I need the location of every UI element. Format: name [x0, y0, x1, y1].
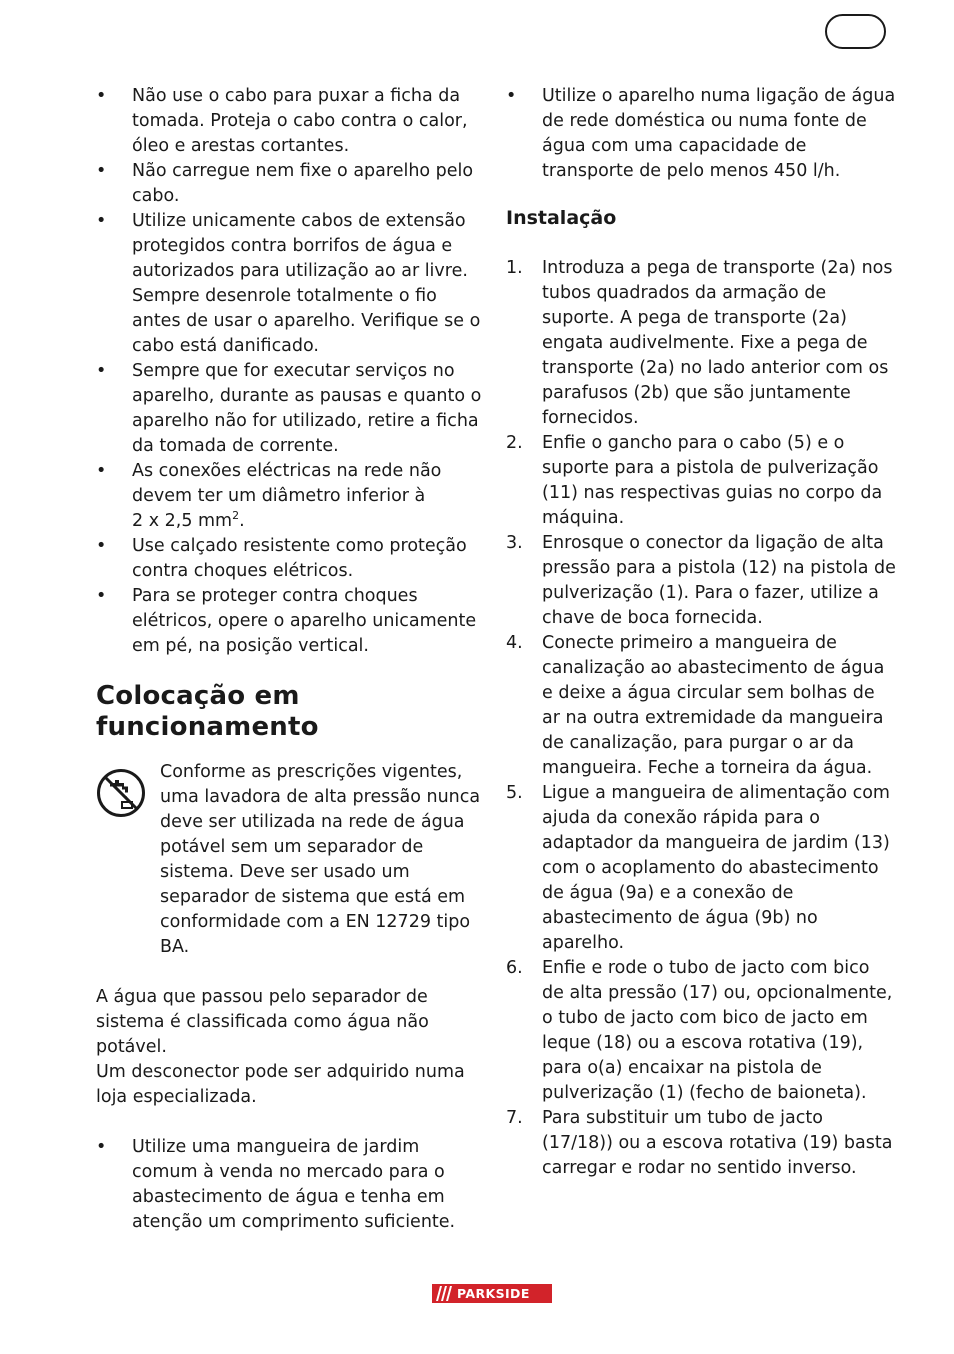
list-item: • Sempre que for executar serviços no aparelho, durante as pausas e quanto o aparelho não for utilizado, retire a ficha da tomada de corrente. [96, 361, 482, 456]
step-number: 6. [506, 958, 523, 978]
section-title-line-1: Colocação em [96, 681, 300, 711]
step-text: Enrosque o conector da ligação de alta pressão para a pistola (12) na pistola de pulverização (1). Para o fazer, utilize a chave de boca fornecida. [542, 533, 896, 628]
bullet-icon: • [96, 536, 107, 556]
bullet-icon: • [96, 161, 107, 181]
step-item [506, 1106, 896, 1181]
step-number: 1. [506, 258, 523, 278]
step-item [506, 256, 896, 431]
warning-block [96, 760, 486, 960]
bullet-icon: • [96, 461, 107, 481]
step-text: Enfie o gancho para o cabo (5) e o suporte para a pistola de pulverização (11) nas respectivas guias no corpo da máquina. [542, 433, 883, 528]
bullet-icon: • [96, 361, 107, 381]
logo-stripes-icon [432, 1284, 454, 1303]
left-column [96, 84, 486, 1235]
no-drinking-water-connection-icon [96, 768, 146, 818]
paragraph: Um desconector pode ser adquirido numa loja especializada. [96, 1062, 465, 1107]
installation-heading: Instalação [506, 207, 617, 229]
step-item [506, 781, 896, 956]
step-number: 3. [506, 533, 523, 553]
installation-steps [506, 256, 896, 1181]
step-item [506, 631, 896, 781]
section-title-line-2: funcionamento [96, 712, 319, 742]
list-item: • As conexões eléctricas na rede não devem ter um diâmetro inferior à 2 x 2,5 $mm^2$. [96, 461, 442, 531]
bullet-list-right [506, 84, 896, 184]
safety-bullet-list [96, 84, 486, 659]
section-title [96, 681, 486, 743]
paragraph: A água que passou pelo separador de sistema é classificada como água não potável. [96, 987, 429, 1057]
cable-diameter-period: . [239, 511, 245, 531]
parkside-logo [432, 1284, 552, 1303]
bullet-icon: • [96, 211, 107, 231]
step-number: 5. [506, 783, 523, 803]
warning-text: Conforme as prescrições vigentes, uma lavadora de alta pressão nunca deve ser utilizada na rede de água potável sem um separador de sistema. Deve ser usado um separador de sistema que está em conformidade com a EN 12729 tipo BA. [160, 762, 481, 957]
step-number: 2. [506, 433, 523, 453]
step-item [506, 431, 896, 531]
step-text: Enfie e rode o tubo de jacto com bico de alta pressão (17) ou, opcionalmente, o tubo de jacto com bico de jacto em leque (18) ou a escova rotativa (19), para o(a) encaixar na pistola de pulverização (1) (fecho de baioneta). [542, 958, 893, 1103]
step-text: Conecte primeiro a mangueira de canalização ao abastecimento de água e deixe a água circular sem bolhas de ar na outra extremidade da mangueira de canalização, para purgar o ar da mangueira. Feche a torneira da água. [542, 633, 885, 778]
bullet-icon: • [96, 86, 107, 106]
list-item: • Utilize o aparelho numa ligação de água de rede doméstica ou numa fonte de água com uma capacidade de transporte de pelo menos 450 l/h. [506, 86, 896, 181]
bullet-icon: • [506, 86, 517, 106]
step-number: 7. [506, 1108, 523, 1128]
step-item [506, 956, 896, 1106]
step-item [506, 531, 896, 631]
step-text: Para substituir um tubo de jacto (17/18)) ou a escova rotativa (19) basta carregar e rodar no sentido inverso. [542, 1108, 893, 1178]
list-item: • Não carregue nem fixe o aparelho pelo cabo. [96, 161, 474, 206]
bullet-list-bottom [96, 1135, 486, 1235]
step-text: Introduza a pega de transporte (2a) nos tubos quadrados da armação de suporte. A pega de transporte (2a) engata audivelmente. Fixe a pega de transporte (2a) no lado anterior com os parafusos (2b) que são juntamente fornecidos. [542, 258, 893, 428]
brand-name: PARKSIDE [457, 1286, 530, 1301]
bullet-icon: • [96, 586, 107, 606]
list-item: • Utilize uma mangueira de jardim comum à venda no mercado para o abastecimento de água e tenha em atenção um comprimento suficiente. [96, 1137, 456, 1232]
step-text: Ligue a mangueira de alimentação com ajuda da conexão rápida para o adaptador da mangueira de jardim (13) com o acoplamento do abastecimento de água (9a) e a conexão de abastecimento de água (9b) no aparelho. [542, 783, 890, 953]
list-item: • Use calçado resistente como proteção contra choques elétricos. [96, 536, 467, 581]
cable-diameter-value: 2 x 2,5 mm [132, 511, 233, 531]
right-column [506, 84, 896, 1181]
list-item: • Para se proteger contra choques elétricos, opere o aparelho unicamente em pé, na posição vertical. [96, 586, 477, 656]
language-badge [825, 14, 886, 49]
list-item: • Não use o cabo para puxar a ficha da tomada. Proteja o cabo contra o calor, óleo e arestas cortantes. [96, 86, 468, 156]
step-number: 4. [506, 633, 523, 653]
bullet-icon: • [96, 1137, 107, 1157]
list-item: • Utilize unicamente cabos de extensão protegidos contra borrifos de água e autorizados para utilização ao ar livre. Sempre desenrole totalmente o fio antes de usar o aparelho. Verifique se o cabo está danificado. [96, 211, 481, 356]
cable-diameter-superscript: 2 [232, 509, 240, 523]
